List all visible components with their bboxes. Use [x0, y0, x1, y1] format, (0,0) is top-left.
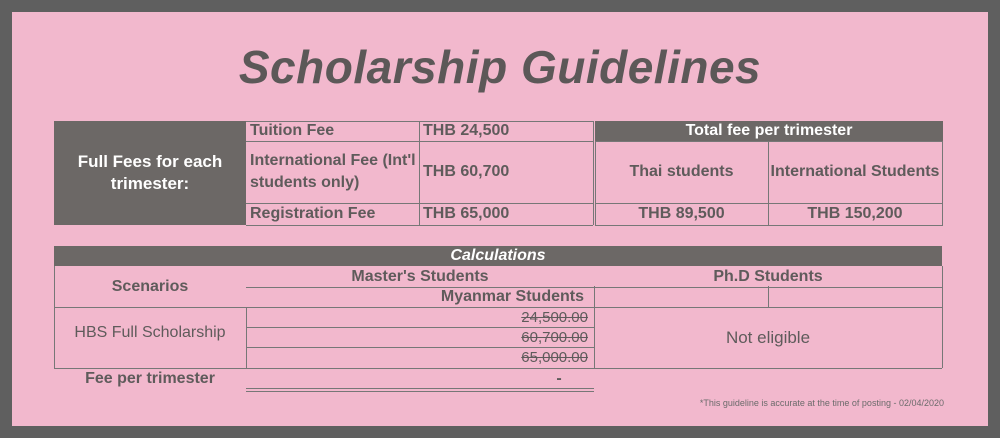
tuition-fee-label: Tuition Fee: [250, 122, 335, 139]
international-fee-value: THB 60,700: [423, 163, 510, 180]
hbs-scholarship-label: HBS Full Scholarship: [74, 324, 226, 341]
fee-per-trimester-label: Fee per trimester: [85, 370, 215, 387]
phd-students-header: Ph.D Students: [713, 267, 823, 285]
registration-fee-label: Registration Fee: [250, 205, 376, 222]
calculations-header: Calculations: [54, 246, 942, 266]
posting-note: *This guideline is accurate at the time of posting - 02/04/2020: [699, 398, 944, 408]
full-fees-label: Full Fees for each trimester:: [54, 121, 246, 225]
struck-registration-value: 65,000.00: [521, 349, 588, 366]
struck-international-value: 60,700.00: [521, 328, 588, 346]
total-fee-header: Total fee per trimester: [595, 121, 943, 141]
myanmar-students-header: Myanmar Students: [440, 288, 584, 305]
scenarios-header: Scenarios: [111, 277, 189, 295]
page-title: Scholarship Guidelines: [238, 41, 762, 93]
thai-total-value: THB 89,500: [638, 205, 725, 222]
masters-students-header: Master's Students: [351, 267, 489, 285]
international-fee-label: International Fee (Int'l students only): [250, 152, 416, 191]
registration-fee-value: THB 65,000: [423, 205, 510, 222]
thai-students-header: Thai students: [629, 163, 734, 180]
struck-tuition-value: 24,500.00: [521, 308, 588, 326]
tuition-fee-value: THB 24,500: [423, 122, 510, 139]
international-total-value: THB 150,200: [807, 205, 903, 222]
fee-per-trimester-value: -: [556, 370, 562, 387]
international-students-header: International Students: [770, 163, 940, 180]
not-eligible-text: Not eligible: [725, 327, 811, 347]
